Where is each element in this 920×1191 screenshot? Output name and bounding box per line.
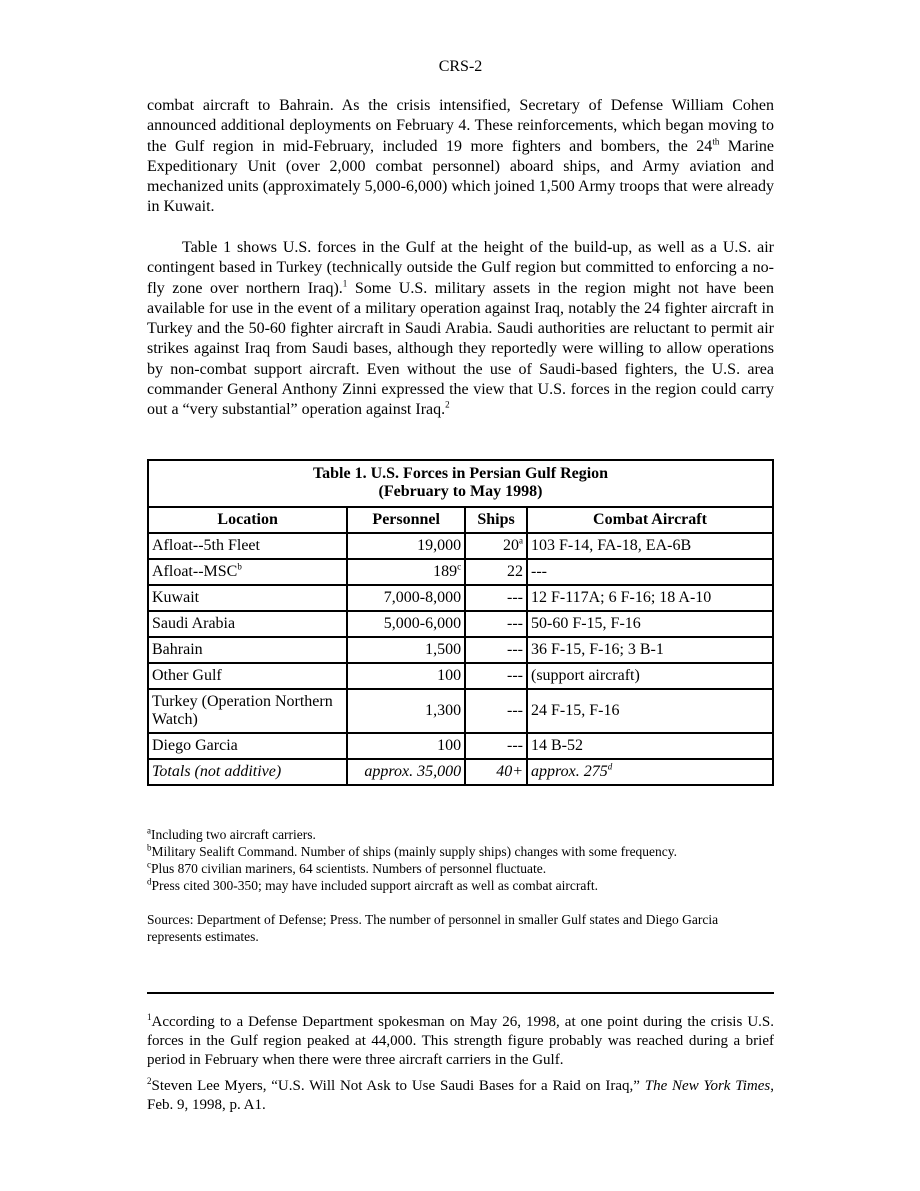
cell-combat-aircraft-text: 103 F-14, FA-18, EA-6B [530,537,692,554]
cell-combat-aircraft-text: (support aircraft) [530,667,640,684]
cell-ships [465,585,527,611]
footnote-1-mark: 1 [147,1012,152,1022]
cell-ships-text: --- [507,667,523,684]
footnote-1 [147,1013,774,1070]
totals-aircraft [527,759,773,785]
cell-combat-aircraft [527,689,773,733]
cell-location-text: Diego Garcia [152,737,238,754]
cell-location-text: Saudi Arabia [152,615,236,632]
cell-personnel-text: 19,000 [417,537,462,554]
forces-table [147,459,774,786]
table-note-mark: a [147,825,151,836]
footnote-ref-2[interactable]: 2 [445,400,450,411]
table-note-text: Including two aircraft carriers. [151,827,316,842]
cell-ships-superscript: a [518,535,523,546]
cell-personnel [347,663,465,689]
cell-ships [465,533,527,559]
table-note-mark: d [147,876,152,887]
cell-location-text: Other Gulf [152,667,222,684]
table-body [148,533,773,759]
table-row [148,585,773,611]
table-title: Table 1. U.S. Forces in Persian Gulf Region [312,465,609,482]
table-row [148,559,773,585]
cell-ships [465,637,527,663]
table-row [148,611,773,637]
cell-location [148,689,347,733]
footnote-2-citation: , Feb. 9, 1998, p. A1. [147,1078,775,1113]
cell-ships [465,733,527,759]
table-note-text: Plus 870 civilian mariners, 64 scientists. Numbers of personnel fluctuate. [151,861,547,876]
totals-aircraft-superscript: d [607,761,613,772]
cell-personnel-text: 100 [437,667,462,684]
table-header-row [148,507,773,533]
cell-personnel [347,637,465,663]
totals-aircraft-value: approx. 275 [530,763,608,780]
cell-personnel [347,733,465,759]
table-row [148,733,773,759]
table-note-text: Military Sealift Command. Number of ships (mainly supply ships) changes with some frequency. [151,844,678,859]
cell-combat-aircraft [527,585,773,611]
table-note [147,843,774,860]
cell-combat-aircraft-text: 50-60 F-15, F-16 [530,615,641,632]
cell-ships-text: --- [507,615,523,632]
cell-personnel [347,689,465,733]
cell-combat-aircraft-text: 36 F-15, F-16; 3 B-1 [530,641,664,658]
cell-ships-text: --- [507,737,523,754]
cell-combat-aircraft [527,733,773,759]
paragraph-1-superscript: th [712,136,720,147]
paragraph-2 [147,238,774,421]
column-header-location: Location [148,507,347,533]
totals-ships: 40+ [465,759,527,785]
cell-combat-aircraft [527,637,773,663]
paragraph-2-text-b: Some U.S. military assets in the region might not have been available for use in the event of a military operation against Iraq, notably the 24 fighter aircraft in Turkey and the 50-60 fighter aircraft in Saudi Arabia. Saudi authorities are reluctant to permit air strikes against Iraq from Saudi bases, although they reportedly were willing to allow operations by non-combat support aircraft. Even without the use of Saudi-based fighters, the U.S. area commander General Anthony Zinni expressed the view that U.S. forces in the region could carry out a “very substantial” operation against Iraq. [147,279,774,419]
table-note-mark: b [147,842,152,853]
table-note [147,826,774,843]
cell-location [148,585,347,611]
cell-location [148,733,347,759]
cell-combat-aircraft [527,611,773,637]
cell-personnel-text: 100 [437,737,462,754]
footnote-ref-1[interactable]: 1 [342,278,348,289]
cell-location-text: Afloat--5th Fleet [152,537,260,554]
cell-location [148,611,347,637]
totals-location: Totals (not additive) [148,759,347,785]
table-note [147,877,774,894]
cell-personnel-text: 1,300 [425,702,462,719]
cell-ships-text: --- [507,641,523,658]
cell-personnel [347,585,465,611]
footnote-2-publication: The New York Times [644,1078,771,1094]
cell-personnel [347,611,465,637]
cell-combat-aircraft [527,559,773,585]
cell-personnel [347,533,465,559]
cell-personnel-text: 7,000-8,000 [383,589,462,606]
cell-personnel [347,559,465,585]
table-row [148,533,773,559]
cell-location-text: Kuwait [152,589,200,606]
cell-ships-text: --- [507,702,523,719]
cell-ships [465,611,527,637]
footnote-2-mark: 2 [147,1076,152,1086]
cell-location [148,663,347,689]
cell-location-text: Bahrain [152,641,203,658]
totals-personnel: approx. 35,000 [347,759,465,785]
table-row [148,637,773,663]
table-sources: Sources: Department of Defense; Press. The number of personnel in smaller Gulf states and Diego Garcia represents estimates. [147,912,719,944]
cell-combat-aircraft-text: 12 F-117A; 6 F-16; 18 A-10 [530,589,712,606]
cell-ships [465,663,527,689]
paragraph-1 [147,96,774,218]
cell-location-text: Turkey (Operation Northern Watch) [152,693,333,728]
cell-ships-text: 22 [506,563,523,580]
column-header-ships: Ships [465,507,527,533]
paragraph-1-text: combat aircraft to Bahrain. As the crisis intensified, Secretary of Defense William Cohen announced additional deployments on February 4. These reinforcements, which began moving to the Gulf region in mid-February, included 19 more fighters and bombers, the 24 [147,97,774,155]
table-row [148,663,773,689]
cell-ships-text: --- [507,589,523,606]
table-subtitle: (February to May 1998) [378,483,543,500]
table-note [147,860,774,877]
cell-personnel-text: 189 [433,563,458,580]
footnote-divider [147,992,774,994]
cell-personnel-superscript: c [457,561,462,572]
table-row [148,689,773,733]
page-header: CRS-2 [438,58,483,75]
cell-location [148,533,347,559]
cell-combat-aircraft [527,663,773,689]
cell-combat-aircraft [527,533,773,559]
column-header-combat-aircraft: Combat Aircraft [527,507,773,533]
footnote-1-text: According to a Defense Department spokesman on May 26, 1998, at one point during the crisis U.S. forces in the Gulf region peaked at 44,000. This strength figure probably was reached during a brief period in February when there were three aircraft carriers in the Gulf. [147,1014,774,1068]
paragraph-2-text-a: Table 1 shows U.S. forces in the Gulf at the height of the build-up, as well as a U.S. air contingent based in Turkey (technically outside the Gulf region but committed to enforcing a no-fly zone over northern Iraq). [147,239,774,297]
cell-ships [465,689,527,733]
paragraph-1-text-rest: Marine Expeditionary Unit (over 2,000 combat personnel) aboard ships, and Army aviation and mechanized units (approximately 5,000-6,000) which joined 1,500 Army troops that were already in Kuwait. [147,137,774,216]
cell-location-text: Afloat--MSC [152,563,238,580]
table-note-text: Press cited 300-350; may have included support aircraft as well as combat aircraft. [151,878,598,893]
cell-personnel-text: 1,500 [425,641,462,658]
cell-location-superscript: b [237,561,242,572]
cell-location [148,637,347,663]
table-caption-row [148,460,773,507]
cell-personnel-text: 5,000-6,000 [383,615,462,632]
cell-ships [465,559,527,585]
table-note-mark: c [147,859,151,870]
table-notes [147,826,774,894]
cell-combat-aircraft-text: 14 B-52 [530,737,583,754]
table-caption [148,460,773,507]
footnote-2-text: Steven Lee Myers, “U.S. Will Not Ask to Use Saudi Bases for a Raid on Iraq,” [151,1078,645,1094]
cell-location [148,559,347,585]
column-header-personnel: Personnel [347,507,465,533]
footnote-2 [147,1077,774,1115]
cell-ships-text: 20 [502,537,519,554]
cell-combat-aircraft-text: 24 F-15, F-16 [530,702,620,719]
table-totals-row [148,759,773,785]
cell-combat-aircraft-text: --- [530,563,547,580]
